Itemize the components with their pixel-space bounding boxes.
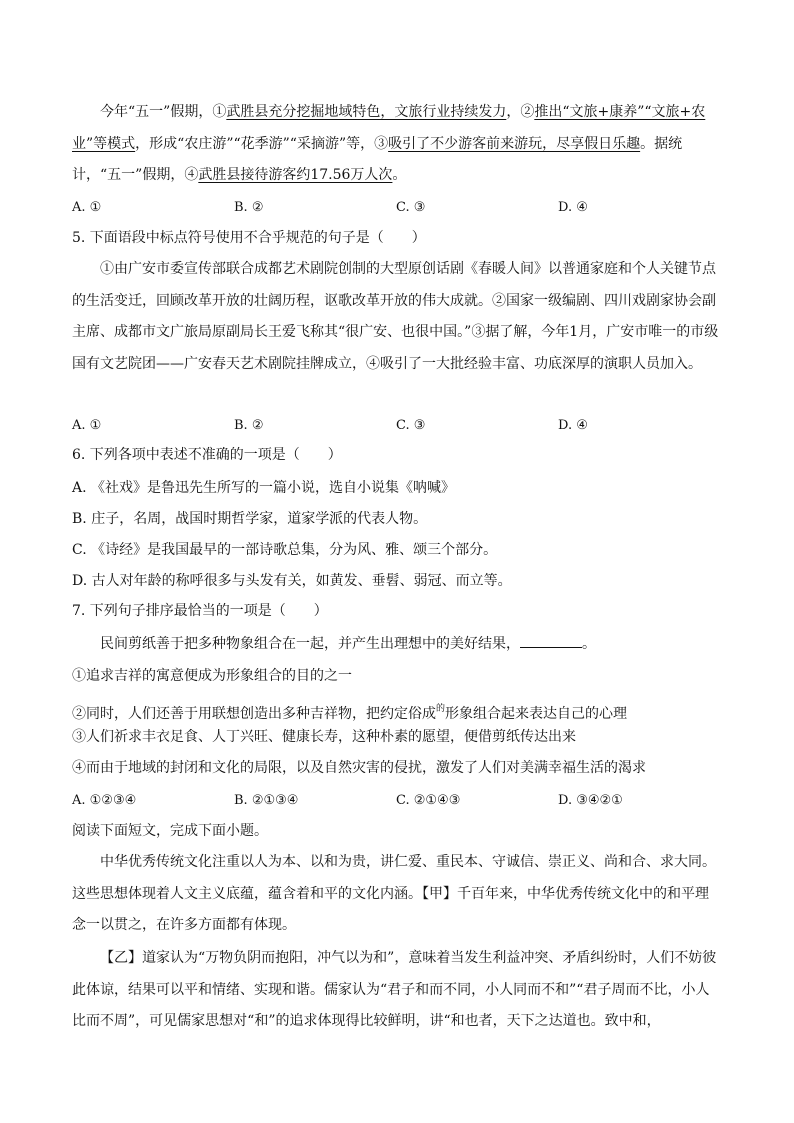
q4-passage-text-2: ，② bbox=[506, 104, 535, 120]
q5-stem: 5. 下面语段中标点符号使用不合乎规范的句子是（ ） bbox=[72, 230, 426, 246]
q7-option-b[interactable]: B. ②①③④ bbox=[234, 793, 299, 808]
q7-option-d[interactable]: D. ③④②① bbox=[558, 793, 623, 808]
q4-passage bbox=[72, 97, 722, 192]
q4-option-c[interactable]: C. ③ bbox=[396, 200, 426, 215]
q7-sentence-3: ③人们祈求丰衣足食、人丁兴旺、健康长寿，这种朴素的愿望，便借剪纸传达出来 bbox=[72, 729, 576, 745]
q6-option-c[interactable]: C. 《诗经》是我国最早的一部诗歌总集，分为风、雅、颂三个部分。 bbox=[72, 542, 498, 558]
q4-passage-text-5: 。 bbox=[392, 167, 407, 183]
q7-context bbox=[72, 633, 722, 654]
q4-options bbox=[72, 198, 722, 218]
q4-passage-text-1: 今年“五一”假期，① bbox=[100, 104, 227, 120]
q7-options bbox=[72, 791, 722, 811]
q7-sentence-1: ①追求吉祥的寓意便成为形象组合的目的之一 bbox=[72, 668, 352, 684]
q4-sentence-2: 推出“文旅+康养”“文旅+农业”等模式 bbox=[72, 104, 706, 152]
q4-option-a[interactable]: A. ① bbox=[72, 200, 102, 215]
q7-context-end: 。 bbox=[582, 636, 596, 652]
q4-passage-text-3: ，形成“农庄游”“花季游”“采摘游”等，③ bbox=[135, 135, 389, 152]
q7-blank bbox=[520, 633, 582, 648]
q4-sentence-4: 武胜县接待游客约17.56万人次 bbox=[198, 167, 393, 183]
q5-option-d[interactable]: D. ④ bbox=[558, 418, 588, 433]
q7-stem: 7. 下列句子排序最恰当的一项是（ ） bbox=[72, 603, 328, 619]
q5-option-a[interactable]: A. ① bbox=[72, 418, 102, 433]
reading-instruction: 阅读下面短文，完成下面小题。 bbox=[72, 823, 268, 839]
q7-option-a[interactable]: A. ①②③④ bbox=[72, 793, 137, 808]
q6-option-b[interactable]: B. 庄子，名周，战国时期哲学家，道家学派的代表人物。 bbox=[72, 511, 428, 527]
q5-option-c[interactable]: C. ③ bbox=[396, 418, 426, 433]
q5-passage: ①由广安市委宣传部联合成都艺术剧院创制的大型原创话剧《春暖人间》以普通家庭和个人关键节点的生活变迁，回顾改革开放的壮阔历程，讴歌改革开放的伟大成就。②国家一级编剧、四川戏剧家协会副主席、成都市文广旅局原副局长王爱飞称其“很广安、也很中国。”③据了解，今年1月，广安市唯一的市级国有文艺院团——广安春天艺术剧院挂牌成立，④吸引了一大批经验丰富、功底深厚的演职人员加入。 bbox=[72, 261, 719, 372]
q6-option-d[interactable]: D. 古人对年龄的称呼很多与头发有关，如黄发、垂髫、弱冠、而立等。 bbox=[72, 573, 512, 589]
q4-sentence-3: 吸引了不少游客前来游玩，尽享假日乐趣 bbox=[388, 135, 641, 152]
q6-option-a[interactable]: A. 《社戏》是鲁迅先生所写的一篇小说，选自小说集《呐喊》 bbox=[72, 480, 456, 496]
reading-paragraph-1: 中华优秀传统文化注重以人为本、以和为贵，讲仁爱、重民本、守诚信、崇正义、尚和合、求大同。这些思想体现着人文主义底蕴，蕴含着和平的文化内涵。【甲】千百年来，中华优秀传统文化中的和平理念一以贯之，在许多方面都有体现。 bbox=[72, 854, 716, 933]
q4-sentence-1: 武胜县充分挖掘地域特色，文旅行业持续发力 bbox=[226, 104, 507, 120]
q7-sentence-4: ④而由于地域的封闭和文化的局限，以及自然灾害的侵扰，激发了人们对美满幸福生活的渴求 bbox=[72, 760, 646, 776]
q7-sentence-2-sup: 的 bbox=[436, 704, 446, 714]
reading-paragraph-2: 【乙】道家认为“万物负阴而抱阳，冲气以为和”，意味着当发生利益冲突、矛盾纠纷时，人们不妨彼此体谅，结果可以平和情绪、实现和谐。儒家认为“君子和而不同，小人同而不和”“君子周而不比，小人比而不周”，可见儒家思想对“和”的追求体现得比较鲜明，讲“和也者，天下之达道也。致中和， bbox=[72, 950, 717, 1029]
q4-passage-text-4: 。据统计，“五一”假期，④ bbox=[72, 135, 683, 183]
q5-options bbox=[72, 416, 722, 436]
q4-option-b[interactable]: B. ② bbox=[234, 200, 264, 215]
q5-option-b[interactable]: B. ② bbox=[234, 418, 264, 433]
q6-stem: 6. 下列各项中表述不准确的一项是（ ） bbox=[72, 447, 342, 463]
q4-option-d[interactable]: D. ④ bbox=[558, 200, 588, 215]
q7-sentence-2-a: ②同时，人们还善于用联想创造出多种吉祥物，把约定俗成 bbox=[72, 706, 436, 722]
q7-sentence-2-b: 形象组合起来表达自己的心理 bbox=[445, 706, 628, 722]
q7-sentence-2 bbox=[72, 699, 722, 724]
q7-context-text: 民间剪纸善于把多种物象组合在一起，并产生出理想中的美好结果， bbox=[100, 636, 520, 652]
q7-option-c[interactable]: C. ②①④③ bbox=[396, 793, 461, 808]
